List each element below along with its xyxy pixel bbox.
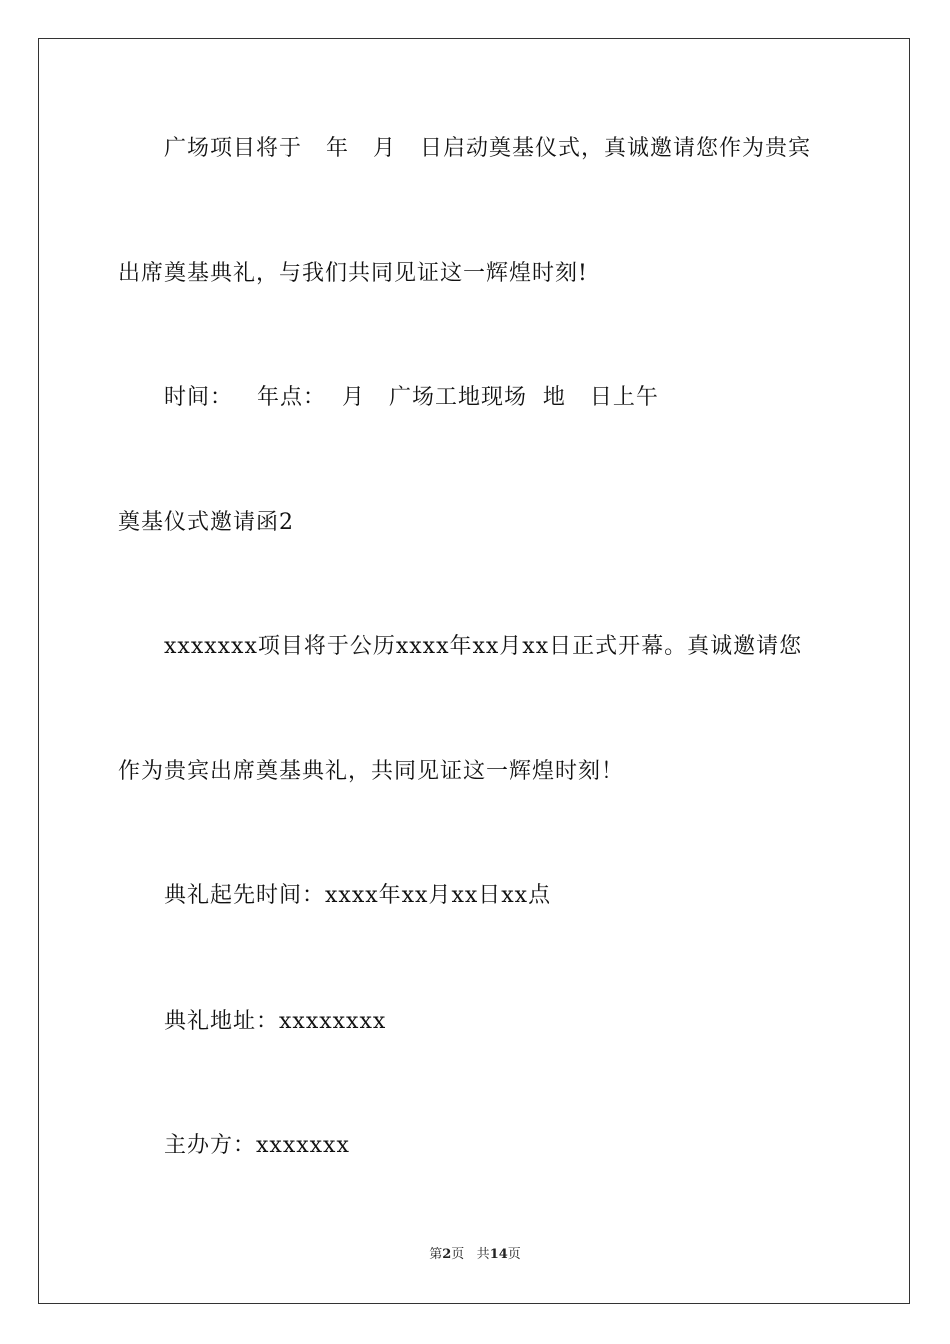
paragraph-invitation-line-2: 出席奠基典礼，与我们共同见证这一辉煌时刻!	[118, 261, 588, 286]
footer-page-suffix: 页	[451, 1247, 465, 1262]
footer-page-number: 2	[442, 1247, 452, 1262]
footer-total-suffix: 页	[507, 1247, 521, 1262]
paragraph-opening-line-2: 作为贵宾出席奠基典礼，共同见证这一辉煌时刻！	[118, 759, 625, 784]
paragraph-time-location: 时间： 年点： 月 广场工地现场 地 日上午	[164, 385, 659, 410]
organizer: 主办方：xxxxxxx	[164, 1133, 350, 1158]
page-frame	[38, 38, 910, 1304]
paragraph-opening-line-1: xxxxxxx项目将于公历xxxx年xx月xx日正式开幕。真诚邀请您	[164, 634, 803, 659]
page-footer	[0, 1246, 950, 1264]
section-heading: 奠基仪式邀请函2	[118, 510, 294, 535]
ceremony-address: 典礼地址：xxxxxxxx	[164, 1009, 387, 1034]
ceremony-start-time: 典礼起先时间：xxxx年xx月xx日xx点	[164, 883, 552, 908]
footer-total-prefix: 共	[476, 1247, 490, 1262]
footer-total-pages: 14	[489, 1247, 508, 1262]
paragraph-invitation-line-1: 广场项目将于 年 月 日启动奠基仪式，真诚邀请您作为贵宾	[164, 136, 811, 161]
footer-page-prefix: 第	[429, 1247, 443, 1262]
